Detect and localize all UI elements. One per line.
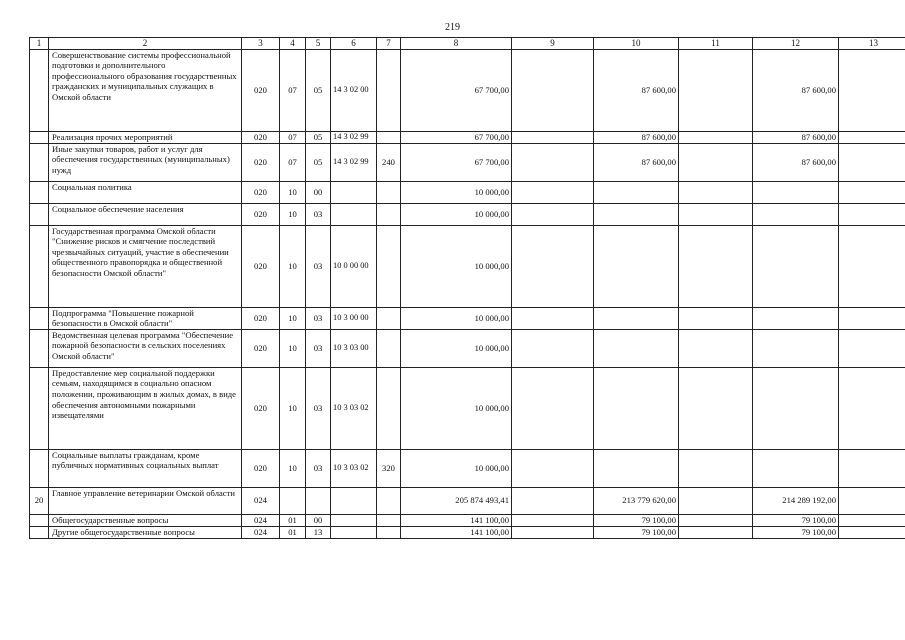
table-cell xyxy=(331,181,377,203)
table-cell xyxy=(331,514,377,526)
row-name-cell: Социальная политика xyxy=(49,181,242,203)
table-cell: 87 600,00 xyxy=(753,143,839,181)
table-cell: 67 700,00 xyxy=(401,49,512,131)
table-cell xyxy=(839,49,905,131)
table-cell: 03 xyxy=(306,225,331,307)
table-cell xyxy=(512,514,594,526)
table-cell: 10 000,00 xyxy=(401,449,512,487)
header-row xyxy=(30,38,905,50)
table-cell: 10 3 00 00 xyxy=(331,307,377,329)
table-cell: 024 xyxy=(242,514,280,526)
table-cell xyxy=(377,307,401,329)
table-cell: 01 xyxy=(280,526,306,538)
table-cell xyxy=(839,143,905,181)
table-cell xyxy=(839,514,905,526)
table-row xyxy=(30,487,905,514)
table-cell: 01 xyxy=(280,514,306,526)
table-cell xyxy=(512,49,594,131)
table-cell: 020 xyxy=(242,307,280,329)
row-name-cell: Общегосударственные вопросы xyxy=(49,514,242,526)
row-name-cell: Ведомственная целевая программа "Обеспечение пожарной безопасности в сельских поселениях Омской области" xyxy=(49,329,242,367)
table-cell: 141 100,00 xyxy=(401,514,512,526)
table-cell xyxy=(839,225,905,307)
table-cell: 14 3 02 99 xyxy=(331,143,377,181)
table-cell: 10 000,00 xyxy=(401,203,512,225)
table-cell: 07 xyxy=(280,143,306,181)
table-cell xyxy=(594,449,679,487)
table-cell xyxy=(377,526,401,538)
table-cell xyxy=(594,329,679,367)
table-cell xyxy=(30,329,49,367)
table-cell: 10 xyxy=(280,203,306,225)
row-name-cell: Другие общегосударственные вопросы xyxy=(49,526,242,538)
table-cell xyxy=(679,329,753,367)
table-cell: 00 xyxy=(306,514,331,526)
table-cell xyxy=(679,514,753,526)
table-cell: 79 100,00 xyxy=(753,526,839,538)
table-cell xyxy=(839,329,905,367)
table-cell xyxy=(512,367,594,449)
table-cell: 03 xyxy=(306,449,331,487)
table-cell: 87 600,00 xyxy=(594,131,679,143)
column-header: 13 xyxy=(839,38,905,50)
table-cell xyxy=(839,367,905,449)
table-cell xyxy=(839,181,905,203)
table-cell: 024 xyxy=(242,487,280,514)
table-row xyxy=(30,307,905,329)
table-cell: 10 000,00 xyxy=(401,329,512,367)
table-cell xyxy=(30,143,49,181)
table-cell: 87 600,00 xyxy=(594,143,679,181)
table-cell xyxy=(839,526,905,538)
table-cell xyxy=(839,307,905,329)
page-number: 219 xyxy=(445,22,460,33)
table-cell xyxy=(377,203,401,225)
table-cell: 10 000,00 xyxy=(401,181,512,203)
table-cell xyxy=(512,487,594,514)
table-cell xyxy=(30,367,49,449)
table-cell: 10 000,00 xyxy=(401,307,512,329)
table-cell xyxy=(753,307,839,329)
table-cell xyxy=(679,203,753,225)
column-header: 7 xyxy=(377,38,401,50)
table-cell xyxy=(331,487,377,514)
table-cell xyxy=(377,49,401,131)
table-cell xyxy=(377,225,401,307)
table-cell xyxy=(594,203,679,225)
table-row xyxy=(30,329,905,367)
column-header: 11 xyxy=(679,38,753,50)
table-cell xyxy=(753,181,839,203)
table-row xyxy=(30,225,905,307)
table-cell xyxy=(594,307,679,329)
table-cell xyxy=(753,225,839,307)
table-cell: 141 100,00 xyxy=(401,526,512,538)
table-cell xyxy=(839,203,905,225)
table-cell: 024 xyxy=(242,526,280,538)
row-name-cell: Реализация прочих мероприятий xyxy=(49,131,242,143)
table-cell: 020 xyxy=(242,181,280,203)
table-cell xyxy=(512,181,594,203)
table-cell: 020 xyxy=(242,329,280,367)
table-cell: 05 xyxy=(306,49,331,131)
table-cell xyxy=(377,487,401,514)
table-cell xyxy=(512,225,594,307)
table-cell xyxy=(30,181,49,203)
row-name-cell: Главное управление ветеринарии Омской области xyxy=(49,487,242,514)
row-name-cell: Социальные выплаты гражданам, кроме публичных нормативных социальных выплат xyxy=(49,449,242,487)
table-cell: 10 000,00 xyxy=(401,367,512,449)
table-row xyxy=(30,131,905,143)
table-cell: 214 289 192,00 xyxy=(753,487,839,514)
table-cell: 03 xyxy=(306,329,331,367)
row-name-cell: Государственная программа Омской области "Снижение рисков и смягчение последствий чрезвычайных ситуаций, участие в обеспечении общественного правопорядка и общественной безопасности Омской области" xyxy=(49,225,242,307)
table-cell xyxy=(30,49,49,131)
table-cell: 020 xyxy=(242,131,280,143)
table-cell: 05 xyxy=(306,131,331,143)
table-cell: 14 3 02 00 xyxy=(331,49,377,131)
table-cell: 020 xyxy=(242,449,280,487)
table-cell: 79 100,00 xyxy=(594,514,679,526)
table-row xyxy=(30,203,905,225)
table-cell: 020 xyxy=(242,49,280,131)
table-cell xyxy=(30,131,49,143)
column-header: 5 xyxy=(306,38,331,50)
column-header: 9 xyxy=(512,38,594,50)
table-cell xyxy=(512,143,594,181)
table-cell: 03 xyxy=(306,307,331,329)
table-cell: 10 xyxy=(280,181,306,203)
table-cell xyxy=(679,367,753,449)
table-cell: 14 3 02 99 xyxy=(331,131,377,143)
table-cell xyxy=(512,307,594,329)
table-cell: 67 700,00 xyxy=(401,131,512,143)
table-cell xyxy=(306,487,331,514)
table-cell xyxy=(679,307,753,329)
table-cell xyxy=(679,225,753,307)
table-cell: 10 xyxy=(280,307,306,329)
column-header: 8 xyxy=(401,38,512,50)
table-cell xyxy=(30,526,49,538)
table-cell: 10 000,00 xyxy=(401,225,512,307)
table-cell xyxy=(594,181,679,203)
table-cell xyxy=(679,131,753,143)
column-header: 3 xyxy=(242,38,280,50)
table-cell xyxy=(753,329,839,367)
column-header: 2 xyxy=(49,38,242,50)
table-cell: 020 xyxy=(242,367,280,449)
table-cell: 10 0 00 00 xyxy=(331,225,377,307)
table-cell: 67 700,00 xyxy=(401,143,512,181)
table-cell xyxy=(753,203,839,225)
table-row xyxy=(30,367,905,449)
column-header: 1 xyxy=(30,38,49,50)
table-cell: 10 xyxy=(280,329,306,367)
table-cell xyxy=(30,225,49,307)
column-header: 12 xyxy=(753,38,839,50)
table-cell xyxy=(377,181,401,203)
table-cell: 79 100,00 xyxy=(753,514,839,526)
row-name-cell: Совершенствование системы профессиональной подготовки и дополнительного профессионального образования государственных гражданских и муниципальных служащих в Омской области xyxy=(49,49,242,131)
table-cell: 320 xyxy=(377,449,401,487)
table-cell xyxy=(30,307,49,329)
table-row xyxy=(30,181,905,203)
column-header: 10 xyxy=(594,38,679,50)
column-header: 6 xyxy=(331,38,377,50)
table-cell xyxy=(512,203,594,225)
table-cell xyxy=(377,367,401,449)
column-header: 4 xyxy=(280,38,306,50)
table-cell xyxy=(753,367,839,449)
table-cell xyxy=(679,143,753,181)
table-cell: 020 xyxy=(242,225,280,307)
table-cell xyxy=(331,203,377,225)
table-cell: 03 xyxy=(306,203,331,225)
table-row xyxy=(30,514,905,526)
table-cell xyxy=(594,367,679,449)
table-cell: 07 xyxy=(280,49,306,131)
table-cell xyxy=(753,449,839,487)
table-cell: 13 xyxy=(306,526,331,538)
table-cell xyxy=(377,514,401,526)
table-cell: 205 874 493,41 xyxy=(401,487,512,514)
table-cell xyxy=(679,487,753,514)
table-cell xyxy=(30,449,49,487)
table-row xyxy=(30,449,905,487)
table-cell: 87 600,00 xyxy=(594,49,679,131)
table-row xyxy=(30,49,905,131)
row-name-cell: Иные закупки товаров, работ и услуг для обеспечения государственных (муниципальных) нужд xyxy=(49,143,242,181)
table-cell xyxy=(512,526,594,538)
row-name-cell: Подпрограмма "Повышение пожарной безопасности в Омской области" xyxy=(49,307,242,329)
table-cell: 87 600,00 xyxy=(753,49,839,131)
table-row xyxy=(30,143,905,181)
table-cell: 79 100,00 xyxy=(594,526,679,538)
table-cell: 020 xyxy=(242,203,280,225)
table-row xyxy=(30,526,905,538)
table-cell: 240 xyxy=(377,143,401,181)
table-cell xyxy=(679,526,753,538)
table-cell: 020 xyxy=(242,143,280,181)
table-cell xyxy=(512,131,594,143)
table-cell xyxy=(679,49,753,131)
table-cell: 07 xyxy=(280,131,306,143)
table-cell xyxy=(594,225,679,307)
row-name-cell: Социальное обеспечение населения xyxy=(49,203,242,225)
table-cell: 03 xyxy=(306,367,331,449)
table-cell: 10 3 03 02 xyxy=(331,367,377,449)
table-cell: 10 xyxy=(280,367,306,449)
table-cell: 213 779 620,00 xyxy=(594,487,679,514)
table-cell xyxy=(30,514,49,526)
table-cell: 10 3 03 00 xyxy=(331,329,377,367)
table-cell xyxy=(839,449,905,487)
table-cell xyxy=(280,487,306,514)
table-cell: 20 xyxy=(30,487,49,514)
table-cell: 87 600,00 xyxy=(753,131,839,143)
table-cell: 05 xyxy=(306,143,331,181)
table-cell xyxy=(512,449,594,487)
table-cell xyxy=(377,329,401,367)
table-cell xyxy=(30,203,49,225)
table-cell xyxy=(839,131,905,143)
budget-table xyxy=(29,37,905,539)
table-cell xyxy=(377,131,401,143)
table-cell xyxy=(331,526,377,538)
table-cell xyxy=(679,449,753,487)
table-cell xyxy=(839,487,905,514)
table-cell: 00 xyxy=(306,181,331,203)
table-cell xyxy=(679,181,753,203)
table-cell: 10 3 03 02 xyxy=(331,449,377,487)
row-name-cell: Предоставление мер социальной поддержки семьям, находящимся в социально опасном положении, проживающим в жилых домах, в виде обеспечения автономными пожарными извещателями xyxy=(49,367,242,449)
table-cell: 10 xyxy=(280,449,306,487)
table-cell: 10 xyxy=(280,225,306,307)
table-cell xyxy=(512,329,594,367)
